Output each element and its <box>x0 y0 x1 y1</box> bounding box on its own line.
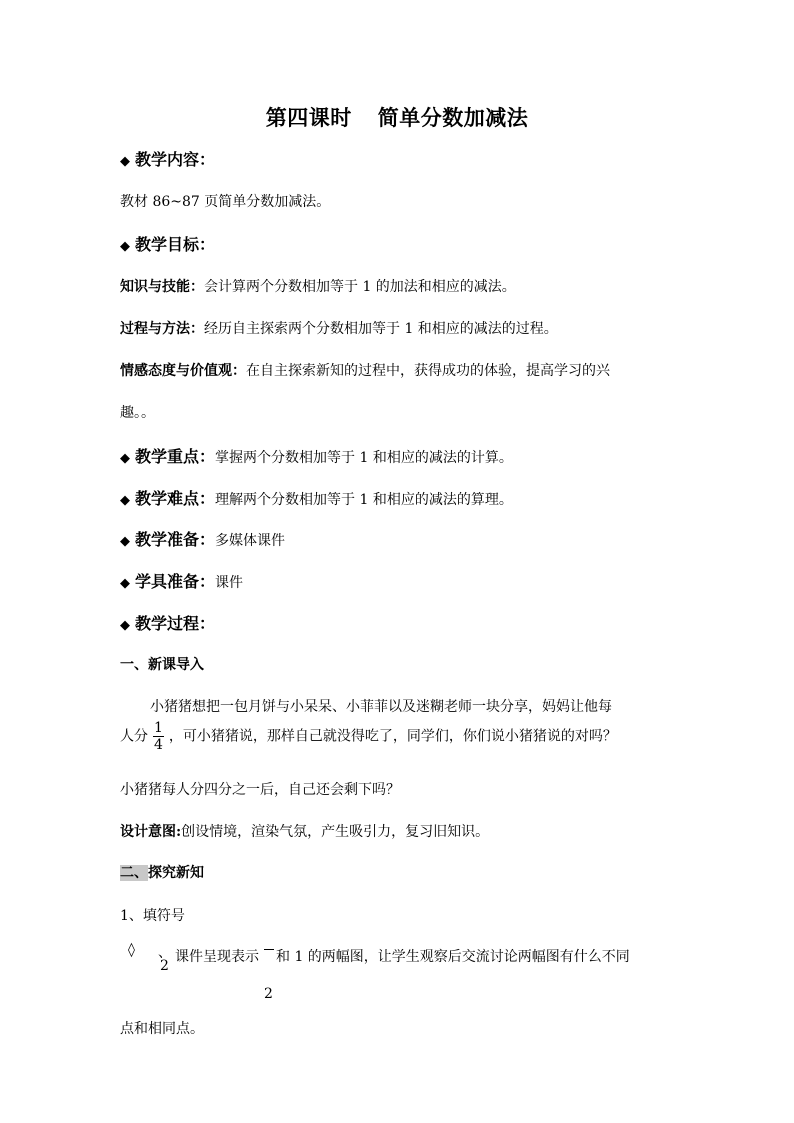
student-prep: ◆ 学具准备：课件 <box>120 572 244 591</box>
section2-line-b: 和 1 的两幅图，让学生观察后交流讨论两幅图有什么不同 <box>276 949 630 965</box>
objective-knowledge: 知识与技能：会计算两个分数相加等于 1 的加法和相应的减法。 <box>120 279 516 295</box>
stray-comma: 、 <box>158 945 172 961</box>
diamond-bullet-icon: ◆ <box>120 493 130 508</box>
floating-denominator: 2 <box>264 986 273 1002</box>
design-intent: 设计意图:创设情境，渲染气氛，产生吸引力，复习旧知识。 <box>120 824 490 840</box>
diamond-bullet-icon: ◆ <box>120 239 130 254</box>
stray-denominator: 2 <box>160 958 169 974</box>
difficult-point: ◆ 教学难点：理解两个分数相加等于 1 和相应的减法的算理。 <box>120 489 513 508</box>
content-text: 教材 86~87 页简单分数加减法。 <box>120 194 331 210</box>
page-title <box>0 102 794 132</box>
section2-line-a: 课件呈现表示 <box>175 949 259 965</box>
fraction-bar <box>264 949 274 950</box>
fraction-one-quarter: $\frac{1}{4}$ <box>154 720 163 753</box>
section2-line-end: 点和相同点。 <box>120 1021 204 1037</box>
section1-heading: 一、新课导入 <box>120 657 204 673</box>
objectives-heading: ◆ 教学目标： <box>120 235 216 254</box>
diamond-bullet-icon: ◆ <box>120 576 130 591</box>
content-heading: ◆ 教学内容： <box>120 150 216 169</box>
list-bullet-icon: ◊ <box>128 942 135 958</box>
objective-emotion: 情感态度与价值观：在自主探索新知的过程中，获得成功的体验，提高学习的兴 <box>120 363 610 379</box>
section1-para3: 小猪猪每人分四分之一后，自己还会剩下吗？ <box>120 782 400 798</box>
diamond-bullet-icon: ◆ <box>120 618 130 633</box>
diamond-bullet-icon: ◆ <box>120 534 130 549</box>
diamond-bullet-icon: ◆ <box>120 451 130 466</box>
title-part2: 简单分数加减法 <box>377 105 529 130</box>
section2-item1: 1、填符号 <box>120 908 185 924</box>
title-part1: 第四课时 <box>265 105 352 130</box>
section2-heading: 二、探究新知 <box>120 865 204 881</box>
section1-para2: 人分 $\frac{1}{4}$ ，可小猪猪说，那样自己就没得吃了，同学们，你们说小猪猪说的对吗？ <box>120 720 617 753</box>
objective-process: 过程与方法：经历自主探索两个分数相加等于 1 和相应的减法的过程。 <box>120 321 558 337</box>
key-point: ◆ 教学重点：掌握两个分数相加等于 1 和相应的减法的计算。 <box>120 447 513 466</box>
diamond-bullet-icon: ◆ <box>120 154 130 169</box>
objective-emotion-cont: 趣。。 <box>120 405 155 421</box>
preparation: ◆ 教学准备：多媒体课件 <box>120 530 286 549</box>
section1-para1: 小猪猪想把一包月饼与小呆呆、小菲菲以及迷糊老师一块分享，妈妈让他每 <box>150 699 612 715</box>
process-heading: ◆ 教学过程： <box>120 614 216 633</box>
